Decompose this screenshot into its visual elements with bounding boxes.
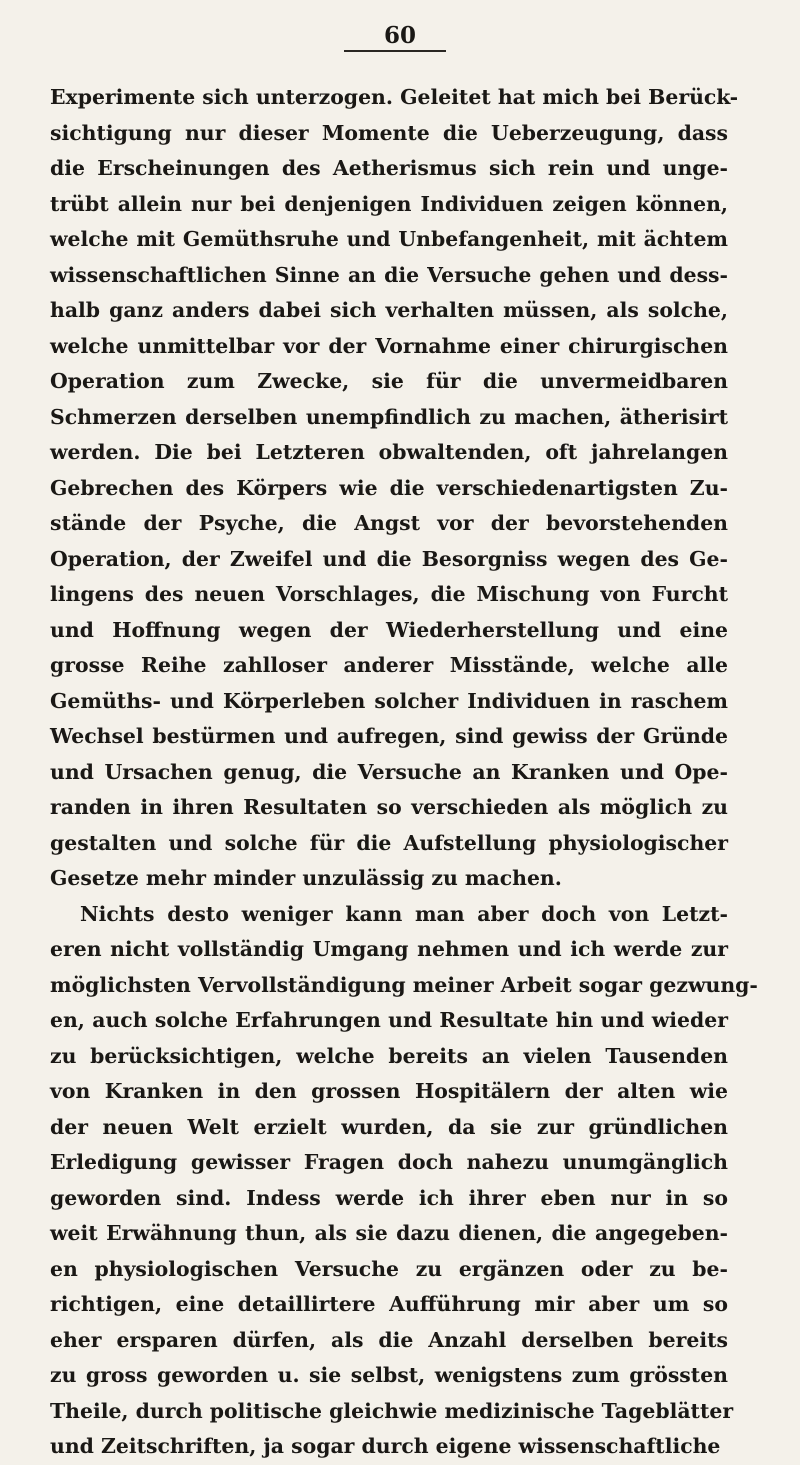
text-line: Experimente sich unterzogen. Geleitet hat mich bei Berück-	[50, 85, 739, 109]
text-line: zu gross geworden u. sie selbst, wenigstens zum grössten	[50, 1363, 728, 1387]
text-line: Nichts desto weniger kann man aber doch von Letzt-	[80, 901, 728, 926]
text-line: werden. Die bei Letzteren obwaltenden, oft jahrelangen	[50, 440, 728, 464]
text-line: geworden sind. Indess werde ich ihrer eben nur in so	[50, 1185, 728, 1210]
text-line: wissenschaftlichen Sinne an die Versuche gehen und dess-	[50, 262, 728, 287]
text-line: Gesetze mehr minder unzulässig zu machen.	[50, 866, 562, 890]
text-line: Wechsel bestürmen und aufregen, sind gewiss der Gründe	[50, 724, 728, 748]
text-line: stände der Psyche, die Angst vor der bevorstehenden	[50, 511, 728, 535]
text-line: der neuen Welt erzielt wurden, da sie zur gründlichen	[50, 1114, 728, 1139]
text-line: lingens des neuen Vorschlages, die Mischung von Furcht	[50, 582, 728, 606]
paragraph-1	[50, 80, 739, 897]
text-line: Schmerzen derselben unempfindlich zu machen, ätherisirt	[50, 404, 728, 429]
text-line: grosse Reihe zahlloser anderer Misstände, welche alle	[50, 653, 728, 677]
text-line: Operation zum Zwecke, sie für die unvermeidbaren	[50, 369, 728, 393]
text-line: von Kranken in den grossen Hospitälern der alten wie	[50, 1079, 728, 1103]
text-line: Operation, der Zweifel und die Besorgniss wegen des Ge-	[50, 546, 728, 571]
text-line: weit Erwähnung thun, als sie dazu dienen, die angegeben-	[50, 1221, 728, 1245]
text-line: und Ursachen genug, die Versuche an Kranken und Ope-	[50, 759, 728, 784]
text-line: möglichsten Vervollständigung meiner Arbeit sogar gezwung-	[50, 972, 758, 997]
text-line: sichtigung nur dieser Momente die Ueberzeugung, dass	[50, 120, 728, 145]
header-rule	[344, 50, 446, 52]
text-line: eren nicht vollständig Umgang nehmen und ich werde zur	[50, 937, 728, 961]
page-number: 60	[383, 22, 416, 49]
text-line: welche unmittelbar vor der Vornahme einer chirurgischen	[50, 333, 728, 358]
text-line: welche mit Gemüthsruhe und Unbefangenheit, mit ächtem	[50, 227, 728, 251]
body-text	[50, 80, 758, 1465]
text-line: eher ersparen dürfen, als die Anzahl derselben bereits	[50, 1327, 728, 1352]
text-line: Theile, durch politische gleichwie medizinische Tageblätter	[50, 1398, 734, 1423]
text-line: halb ganz anders dabei sich verhalten müssen, als solche,	[50, 298, 728, 322]
text-line: die Erscheinungen des Aetherismus sich rein und unge-	[50, 156, 728, 180]
paragraph-2	[50, 897, 758, 1465]
text-line: und Hoffnung wegen der Wiederherstellung und eine	[50, 617, 728, 642]
text-line: richtigen, eine detaillirtere Aufführung mir aber um so	[50, 1292, 728, 1316]
text-line: en physiologischen Versuche zu ergänzen oder zu be-	[50, 1256, 728, 1281]
text-line: en, auch solche Erfahrungen und Resultate hin und wieder	[50, 1008, 728, 1032]
text-line: Gebrechen des Körpers wie die verschiedenartigsten Zu-	[50, 475, 728, 500]
text-line: Gemüths- und Körperleben solcher Individuen in raschem	[50, 688, 728, 713]
text-line: Erledigung gewisser Fragen doch nahezu unumgänglich	[50, 1150, 728, 1174]
text-line: zu berücksichtigen, welche bereits an vielen Tausenden	[50, 1043, 728, 1068]
text-line: gestalten und solche für die Aufstellung physiologischer	[50, 830, 728, 855]
text-line: randen in ihren Resultaten so verschieden als möglich zu	[50, 795, 728, 819]
text-line: trübt allein nur bei denjenigen Individuen zeigen können,	[50, 191, 728, 216]
text-line: und Zeitschriften, ja sogar durch eigene wissenschaftliche	[50, 1434, 721, 1458]
